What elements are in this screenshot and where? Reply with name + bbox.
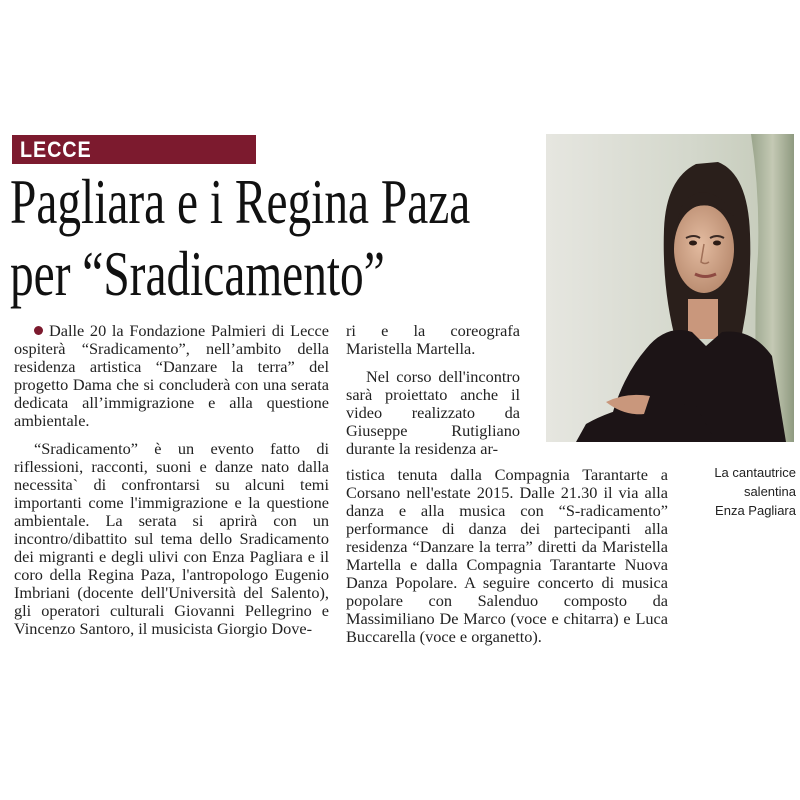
caption-line-2: salentina [743, 484, 796, 499]
paragraph-2: “Sradicamento” è un evento fatto di riflessioni, racconti, suoni e danze nato dalla necessita` di confrontarsi su alcuni temi importanti come l'immigrazione e la questione ambientale. La serata si aprirà con un incontro/dibattito sul tema dello Sradicamento dei migranti e degli ulivi con Enza Pagliara e il coro della Regina Paza, l'antropologo Eugenio Imbriani (docente dell'Università del Salento), gli operatori culturali Giovanni Pellegrino e Vincenzo Santoro, il musicista Giorgio Dove- [14, 439, 329, 638]
paragraph-1-text: Dalle 20 la Fondazione Palmieri di Lecce ospiterà “Sradicamento”, nell’ambito della residenza artistica “Danzare la terra” del progetto Dama che si concluderà con una serata dedicata all’immigrazione e alla questione ambientale. [14, 321, 329, 430]
headline-line-2: per “Sradicamento” [10, 238, 385, 309]
headline-line-1: Pagliara e i Regina Paza [10, 166, 471, 237]
headline [10, 166, 471, 310]
photo-caption [640, 463, 796, 520]
bullet-icon [34, 326, 43, 335]
caption-line-3: Enza Pagliara [715, 503, 796, 518]
article-column-1 [14, 322, 329, 638]
portrait-photo [546, 134, 794, 442]
section-label: LECCE [20, 137, 92, 162]
article-column-2 [346, 322, 520, 458]
caption-line-1: La cantautrice [714, 465, 796, 480]
section-label-bar [12, 135, 256, 164]
paragraph-3: ri e la coreografa Maristella Martella. [346, 321, 520, 358]
paragraph-1 [14, 322, 329, 430]
paragraph-4-continued: tistica tenuta dalla Compagnia Tarantarte a Corsano nell'estate 2015. Dalle 21.30 il via alla danza e alla musica con “S-radicamento” performance di danza dei partecipanti alla residenza “Danzare la terra” diretti da Maristella Martella e dalla Compagnia Tarantarte Nuova Danza Popolare. A seguire concerto di musica popolare con Salenduo composto da Massimiliano De Marco (voce e chitarra) e Luca Buccarella (voce e organetto). [346, 465, 668, 646]
article-column-2-wide [346, 466, 668, 646]
portrait-illustration [546, 134, 794, 442]
paragraph-4: Nel corso dell'incontro sarà proiettato anche il video realizzato da Giuseppe Rutigliano durante la residenza ar- [346, 367, 520, 458]
